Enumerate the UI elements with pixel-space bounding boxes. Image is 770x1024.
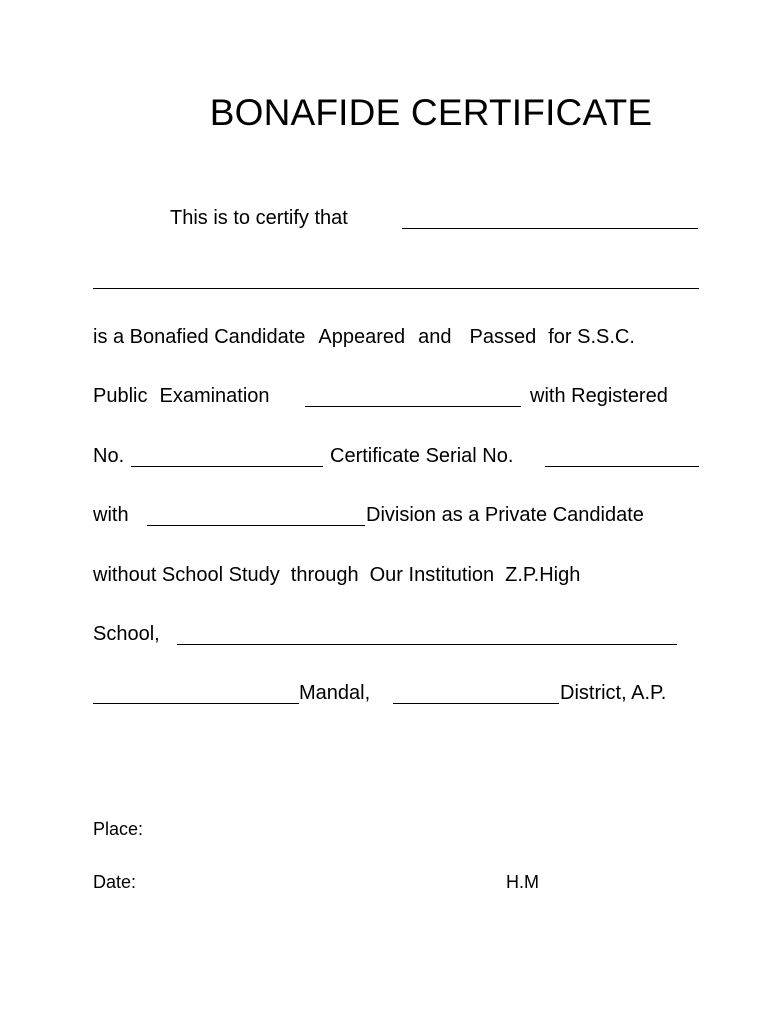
division-blank — [147, 507, 365, 526]
with-registered-text: with Registered — [530, 385, 668, 407]
headmaster-label: H.M — [506, 872, 539, 892]
ssc-text: for S.S.C. — [548, 326, 635, 348]
with-registered-line — [530, 384, 668, 408]
examination-text: Examination — [159, 385, 270, 407]
and-text: and — [418, 326, 452, 348]
mandal-text: Mandal, — [299, 682, 371, 704]
examination-year-blank — [305, 388, 521, 407]
bonafied-candidate-text: is a Bonafied Candidate — [93, 326, 306, 348]
certificate-title: BONAFIDE CERTIFICATE — [209, 92, 653, 133]
no-text: No. — [93, 445, 125, 467]
appeared-text: Appeared — [318, 326, 406, 348]
place-label: Place: — [93, 819, 144, 839]
with-label — [93, 503, 129, 527]
with-text: with — [93, 504, 129, 526]
serial-no-blank — [545, 448, 699, 467]
school-text: School, — [93, 623, 160, 645]
candidate-name-blank — [402, 210, 698, 229]
without-school-text: without School Study — [93, 564, 280, 586]
district-text: District, A.P. — [560, 682, 667, 704]
division-text: Division as a Private Candidate — [366, 504, 644, 526]
school-name-blank — [177, 626, 677, 645]
serial-no-text: Certificate Serial No. — [330, 445, 514, 467]
institution-line — [93, 563, 580, 587]
school-label — [93, 622, 160, 646]
serial-no-label — [330, 444, 513, 468]
candidate-line — [93, 325, 635, 349]
zp-high-text: Z.P.High — [505, 564, 581, 586]
registered-no-label — [93, 444, 124, 468]
through-text: through — [290, 564, 359, 586]
registered-no-blank — [131, 448, 323, 467]
institution-text: Our Institution — [369, 564, 495, 586]
intro-text: This is to certify that — [170, 207, 348, 229]
candidate-name-continued-blank — [93, 270, 699, 289]
passed-text: Passed — [469, 326, 537, 348]
certify-line — [170, 206, 348, 230]
date-label: Date: — [93, 872, 137, 892]
mandal-label — [299, 681, 370, 705]
district-label — [560, 681, 666, 705]
district-blank — [393, 685, 559, 704]
examination-line — [93, 384, 270, 408]
mandal-blank — [93, 685, 299, 704]
division-label — [366, 503, 644, 527]
public-text: Public — [93, 385, 148, 407]
